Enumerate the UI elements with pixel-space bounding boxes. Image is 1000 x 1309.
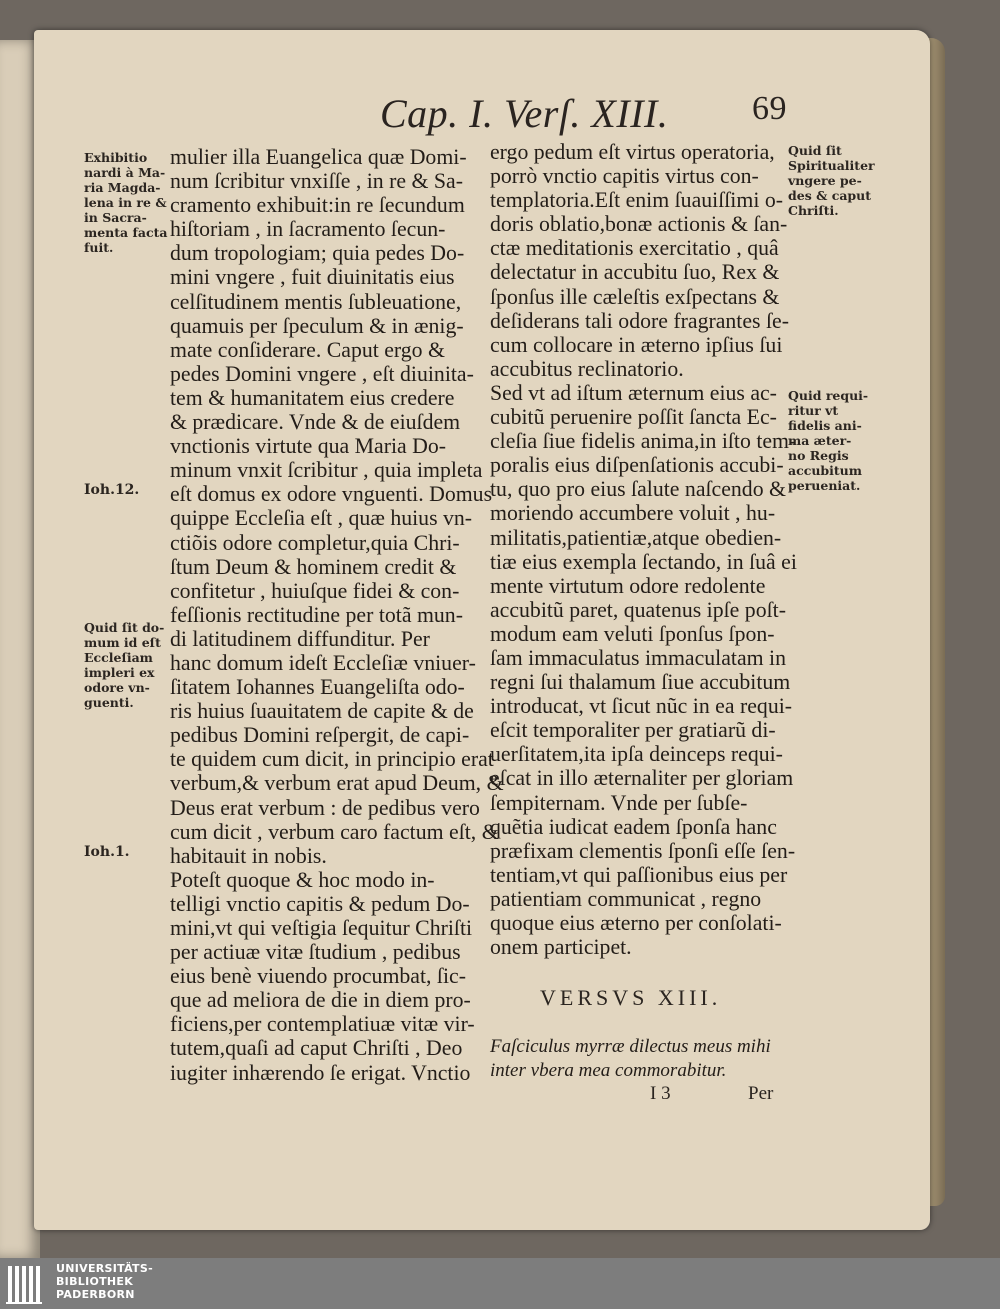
text-line: ſam immaculatus immaculatam in <box>490 645 786 670</box>
library-name <box>56 1262 153 1301</box>
text-line: mulier illa Euangelica quæ Domi- <box>170 145 467 169</box>
text-line: eſcit temporaliter per gratiarũ di- <box>490 718 776 743</box>
margin-note-line: odore vn- <box>84 680 150 695</box>
text-line: ctiõis odore completur,quia Chri- <box>170 530 460 555</box>
text-line: ſempiternam. Vnde per ſubſe- <box>490 790 748 815</box>
text-line: eſt domus ex odore vnguenti. Domus <box>170 482 493 507</box>
verse-line: inter vbera mea commorabitur. <box>490 1060 727 1081</box>
text-line: mente virtutum odore redolente <box>490 573 766 598</box>
text-line: eius benè viuendo procumbat, ſic- <box>170 964 466 989</box>
page-number: 69 <box>752 90 787 127</box>
catchword: Per <box>748 1083 774 1104</box>
text-line: Deus erat verbum : de pedibus vero <box>170 795 480 820</box>
margin-note-line: impleri ex <box>84 665 155 680</box>
text-line: patientiam communicat , regno <box>490 886 762 911</box>
text-line: præfixam clementis ſponſi eſſe ſen- <box>490 838 796 863</box>
text-line: templatoria.Eſt enim ſuauiſſimi o- <box>490 188 783 213</box>
text-column-right <box>490 140 797 960</box>
text-line: vnctionis virtute qua Maria Do- <box>170 434 447 459</box>
text-line: onem participet. <box>490 935 632 960</box>
margin-note-line: Quid ſit do- <box>84 620 165 635</box>
text-line: habitauit in nobis. <box>170 843 327 868</box>
margin-note-line: Eccleſiam <box>84 650 153 665</box>
library-name-line-3: PADERBORN <box>56 1288 135 1301</box>
text-line: pedes Domini vngere , eſt diuinita- <box>170 361 474 386</box>
text-line: mini,vt qui veſtigia ſequitur Chriſti <box>170 916 473 940</box>
margin-note-line: mum id eſt <box>84 635 161 650</box>
left-margin-note-4 <box>84 845 170 860</box>
text-line: eſcat in illo æternaliter per gloriam <box>490 766 794 791</box>
margin-note-line: Quid ſit <box>788 143 842 158</box>
margin-note-line: Spiritualiter <box>788 158 875 173</box>
text-line: ſponſus ille cæleſtis exſpectans & <box>490 284 780 309</box>
text-line: mate conſiderare. Caput ergo & <box>170 337 445 362</box>
text-line: poralis eius diſpenſationis accubi- <box>490 453 784 478</box>
margin-note-line: ma æter- <box>788 433 852 448</box>
text-line: que ad meliora de die in diem pro- <box>170 988 471 1013</box>
margin-note-line: fidelis ani- <box>788 418 862 433</box>
text-line: hiſtoriam , in ſacramento ſecun- <box>170 217 446 242</box>
text-line: tem & humanitatem eius credere <box>170 385 455 410</box>
library-name-line-2: BIBLIOTHEK <box>56 1275 134 1288</box>
running-head <box>380 90 800 137</box>
margin-note-line: lena in re & <box>84 195 167 210</box>
text-line: mini vngere , fuit diuinitatis eius <box>170 265 455 290</box>
margin-note-line: in Sacra- <box>84 210 147 225</box>
text-line: Sed vt ad iſtum æternum eius ac- <box>490 380 777 405</box>
text-line: ergo pedum eſt virtus operatoria, <box>490 140 775 164</box>
text-line: quippe Eccleſia eſt , quæ huius vn- <box>170 506 473 531</box>
text-line: cubitũ peruenire poſſit ſancta Ec- <box>490 405 777 430</box>
text-line: deſiderans tali odore fragrantes ſe- <box>490 308 789 333</box>
left-margin-note-3 <box>84 620 170 710</box>
margin-note-line: Quid requi- <box>788 388 869 403</box>
text-line: tutem,quaſi ad caput Chriſti , Deo <box>170 1036 463 1061</box>
text-line: modum eam veluti ſponſus ſpon- <box>490 621 775 646</box>
text-line: ſtum Deum & hominem credit & <box>170 554 457 579</box>
text-line: confitetur , huiuſque fidei & con- <box>170 578 460 603</box>
text-line: moriendo accumbere voluit , hu- <box>490 501 776 526</box>
library-logo-icon <box>6 1262 50 1306</box>
text-line: delectatur in accubitu ſuo, Rex & <box>490 260 780 285</box>
margin-note-line: Ioh.1. <box>84 844 130 860</box>
text-line: per actiuæ vitæ ſtudium , pedibus <box>170 940 461 965</box>
margin-note-line: des & caput <box>788 188 872 203</box>
text-line: quoque eius æterno per conſolati- <box>490 911 782 935</box>
margin-note-line: Chriſti. <box>788 203 839 218</box>
margin-note-line: Ioh.12. <box>84 482 140 498</box>
section-heading: VERSVS XIII. <box>540 985 722 1010</box>
text-line: ris huius ſuauitatem de capite & de <box>170 699 474 724</box>
text-line: accubitus reclinatorio. <box>490 356 684 381</box>
margin-note-line: fuit. <box>84 240 114 255</box>
margin-note-line: nardi à Ma- <box>84 165 166 180</box>
text-line: ſitatem Iohannes Euangeliſta odo- <box>170 675 465 700</box>
text-line: uerſitatem,ita ipſa deinceps requi- <box>490 742 783 767</box>
margin-note-line: no Regis <box>788 448 849 463</box>
left-margin-note-2 <box>84 483 170 498</box>
text-line: & prædicare. Vnde & de eiuſdem <box>170 410 461 435</box>
text-line: quamuis per ſpeculum & in ænig- <box>170 313 464 338</box>
text-line: regni ſui thalamum ſiue accubitum <box>490 670 791 695</box>
right-margin-note-2 <box>788 388 880 493</box>
verse-line: Faſciculus myrræ dilectus meus mihi <box>490 1036 771 1057</box>
text-line: cum dicit , verbum caro factum eſt, & <box>170 819 499 844</box>
library-name-line-1: UNIVERSITÄTS- <box>56 1262 153 1275</box>
text-line: celſitudinem mentis ſubleuatione, <box>170 289 462 314</box>
text-line: accubitũ paret, quatenus ipſe poſt- <box>490 597 786 622</box>
text-line: iugiter inhærendo ſe erigat. Vnctio <box>170 1060 471 1085</box>
margin-note-line: ritur vt <box>788 403 839 418</box>
margin-note-line: guenti. <box>84 695 134 710</box>
text-line: verbum,& verbum erat apud Deum, & <box>170 771 504 796</box>
text-line: tu, quo pro eius ſalute naſcendo & <box>490 477 787 502</box>
text-column-left <box>170 145 504 1085</box>
text-line: di latitudinem diffunditur. Per <box>170 626 430 651</box>
left-margin-note-1 <box>84 150 170 255</box>
library-footer-bar <box>0 1258 1000 1309</box>
margin-note-line: menta facta <box>84 225 168 240</box>
text-line: te quidem cum dicit, in principio erat <box>170 747 494 772</box>
margin-note-line: perueniat. <box>788 478 861 493</box>
text-line: pedibus Domini reſpergit, de capi- <box>170 723 470 748</box>
text-line: Poteſt quoque & hoc modo in- <box>170 867 435 892</box>
verse-text <box>490 1035 790 1083</box>
text-line: quẽtia iudicat eadem ſponſa hanc <box>490 814 777 839</box>
text-line: ctæ meditationis exercitatio , quâ <box>490 236 779 261</box>
text-line: cum collocare in æterno ipſius ſui <box>490 332 783 357</box>
text-line: dum tropologiam; quia pedes Do- <box>170 241 465 266</box>
text-line: porrò vnctio capitis virtus con- <box>490 164 759 189</box>
text-line: hanc domum ideſt Eccleſiæ vniuer- <box>170 650 476 675</box>
signature-mark: I 3 <box>650 1083 671 1104</box>
text-line: doris oblatio,bonæ actionis & ſan- <box>490 212 788 237</box>
text-line: cleſia ſiue fidelis anima,in iſto tem- <box>490 429 797 454</box>
text-line: num ſcribitur vnxiſſe , in re & Sa- <box>170 169 463 194</box>
text-line: feſſionis rectitudine per totã mun- <box>170 602 463 627</box>
text-line: telligi vnctio capitis & pedum Do- <box>170 891 470 916</box>
running-title: Cap. I. Verſ. XIII. <box>380 91 669 136</box>
text-line: militatis,patientiæ,atque obedien- <box>490 525 782 550</box>
margin-note-line: ria Magda- <box>84 180 161 195</box>
margin-note-line: Exhibitio <box>84 150 148 165</box>
margin-note-line: accubitum <box>788 463 862 478</box>
text-line: cramento exhibuit:in re ſecundum <box>170 193 465 218</box>
margin-note-line: vngere pe- <box>788 173 862 188</box>
text-line: minum vnxit ſcribitur , quia impleta <box>170 458 483 483</box>
text-line: tiæ eius exempla ſectando, in ſuâ ei <box>490 549 797 574</box>
text-line: tentiam,vt qui paſſionibus eius per <box>490 862 788 887</box>
text-line: ficiens,per contemplatiuæ vitæ vir- <box>170 1012 475 1037</box>
text-line: introducat, vt ſicut nũc in ea requi- <box>490 694 793 719</box>
right-margin-note-1 <box>788 143 880 218</box>
